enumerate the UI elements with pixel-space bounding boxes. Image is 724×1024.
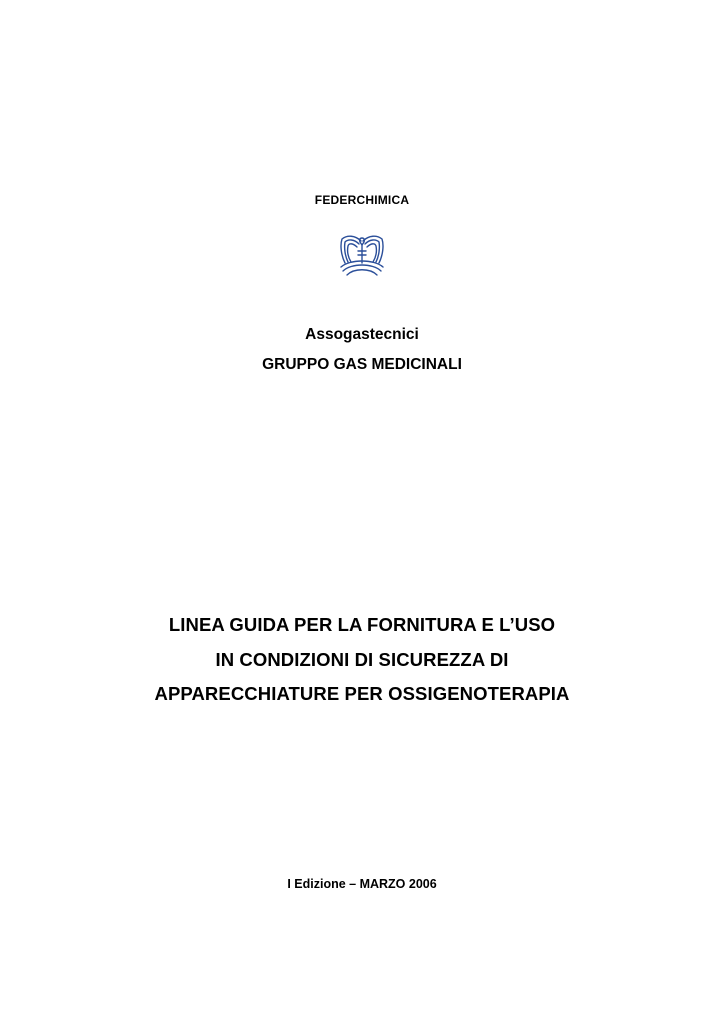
organization-name: FEDERCHIMICA: [314, 193, 410, 207]
association-name: Assogastecnici: [305, 326, 419, 343]
eagle-emblem-icon: [337, 233, 387, 279]
document-title-line-3: APPARECCHIATURE PER OSSIGENOTERAPIA: [154, 683, 570, 704]
edition-info: I Edizione – MARZO 2006: [287, 877, 437, 891]
group-name: GRUPPO GAS MEDICINALI: [262, 356, 462, 373]
document-title-line-1: LINEA GUIDA PER LA FORNITURA E L’USO: [168, 614, 556, 635]
document-title-line-2: IN CONDIZIONI DI SICUREZZA DI: [215, 649, 509, 670]
